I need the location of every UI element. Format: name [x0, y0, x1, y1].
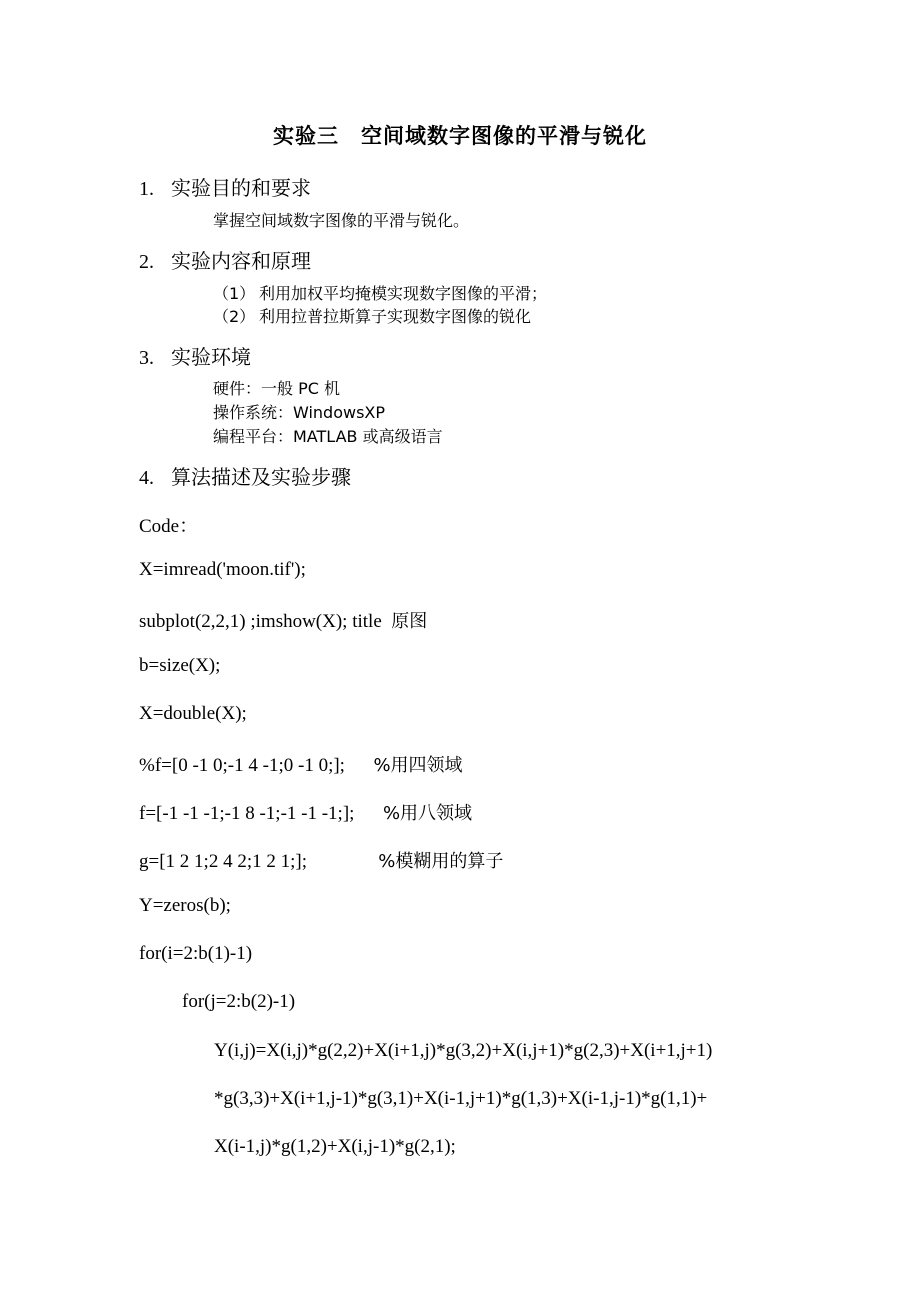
code-line: [139, 943, 252, 965]
environment-os: 操作系统：WindowsXP: [213, 403, 386, 422]
code-line: [139, 655, 220, 677]
code-label: Code：: [139, 516, 199, 537]
list-item-text: 利用拉普拉斯算子实现数字图像的锐化: [259, 307, 532, 326]
code-text: for(j=2:b(2)-1): [182, 991, 296, 1012]
section-title: 实验内容和原理: [171, 249, 311, 273]
code-line: [214, 1088, 707, 1110]
code-line: [139, 895, 231, 917]
section-title: 算法描述及实验步骤: [171, 465, 351, 489]
section-heading-4: [139, 461, 351, 490]
section-heading-1: [139, 172, 311, 201]
list-item-number: （1）: [213, 284, 256, 303]
list-item-number: （2）: [213, 307, 256, 326]
code-line: [139, 847, 503, 873]
environment-hardware: 硬件：一般 PC 机: [213, 379, 340, 398]
section-number: 4.: [139, 467, 154, 489]
section-number: 2.: [139, 251, 154, 273]
code-comment: 原图: [391, 611, 428, 632]
environment-platform: 编程平台：MATLAB 或高级语言: [213, 427, 443, 446]
code-text: X=double(X);: [139, 703, 247, 724]
code-text: %f=[0 -1 0;-1 4 -1;0 -1 0;];: [139, 755, 374, 776]
code-line: [139, 751, 463, 777]
section-heading-2: [139, 245, 311, 274]
code-line: [139, 607, 427, 633]
code-text: subplot(2,2,1) ;imshow(X); title: [139, 611, 392, 632]
code-line: [139, 799, 472, 825]
code-line: [139, 703, 247, 725]
code-text: for(i=2:b(1)-1): [139, 943, 253, 964]
code-text: g=[1 2 1;2 4 2;1 2 1;];: [139, 851, 379, 872]
code-comment: %模糊用的算子: [378, 851, 504, 872]
section-title: 实验目的和要求: [171, 176, 311, 200]
section-number: 3.: [139, 347, 154, 369]
list-item: [213, 305, 531, 328]
section-number: 1.: [139, 178, 154, 200]
list-item: [213, 282, 547, 305]
section-heading-3: [139, 341, 251, 370]
code-comment: %用四领域: [373, 755, 463, 776]
page-title: 实验三 空间域数字图像的平滑与锐化: [273, 124, 647, 148]
code-line: [182, 991, 295, 1013]
code-text: Y=zeros(b);: [139, 895, 231, 916]
section-title: 实验环境: [171, 345, 251, 369]
code-text: Y(i,j)=X(i,j)*g(2,2)+X(i+1,j)*g(3,2)+X(i,j+1)*g(2,3)+X(i+1,j+1): [214, 1040, 713, 1061]
code-text: X(i-1,j)*g(1,2)+X(i,j-1)*g(2,1);: [214, 1136, 456, 1157]
code-text: *g(3,3)+X(i+1,j-1)*g(3,1)+X(i-1,j+1)*g(1,3)+X(i-1,j-1)*g(1,1)+: [214, 1088, 708, 1109]
section-1-text: 掌握空间域数字图像的平滑与锐化。: [213, 211, 470, 230]
code-line: [214, 1136, 456, 1158]
code-line: [139, 559, 306, 581]
code-text: f=[-1 -1 -1;-1 8 -1;-1 -1 -1;];: [139, 803, 383, 824]
code-text: b=size(X);: [139, 655, 221, 676]
list-item-text: 利用加权平均掩模实现数字图像的平滑；: [259, 284, 548, 303]
code-comment: %用八领域: [382, 803, 473, 824]
code-text: X=imread('moon.tif');: [139, 559, 306, 580]
code-line: [214, 1040, 712, 1062]
